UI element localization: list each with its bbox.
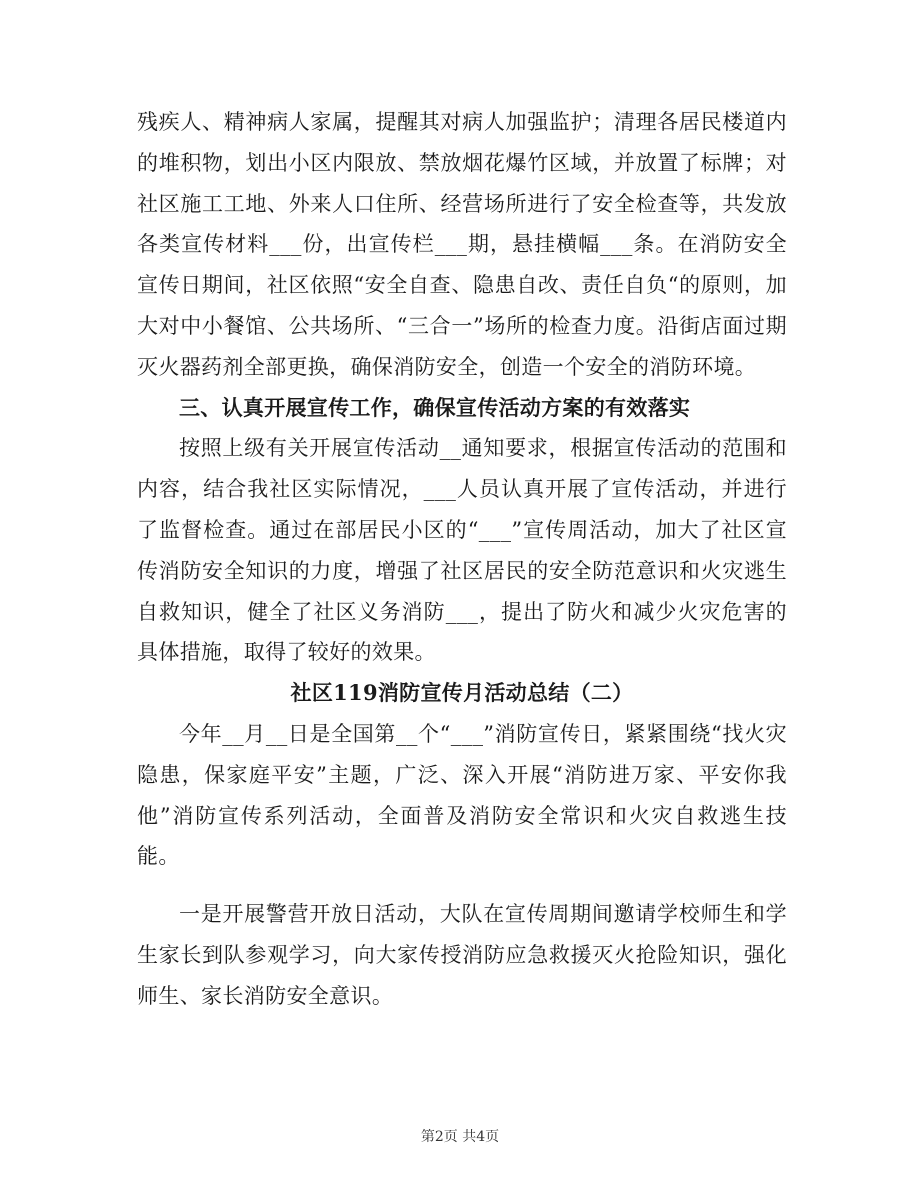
document-title: 社区119消防宣传月活动总结（二）	[290, 680, 634, 706]
document-body	[137, 102, 787, 1017]
body-paragraph: 今年__月__日是全国第__个“___”消防宣传日，紧紧围绕“找火灾隐患，保家庭平安”主题，广泛、深入开展“消防进万家、平安你我他”消防宣传系列活动，全面普及消防安全常识和火灾自救逃生技能。	[137, 721, 787, 869]
paragraph-spacer	[137, 877, 787, 894]
body-paragraph: 按照上级有关开展宣传活动__通知要求，根据宣传活动的范围和内容，结合我社区实际情况，___人员认真开展了宣传活动，并进行了监督检查。通过在部居民小区的“___”宣传周活动，加大了社区宣传消防安全知识的力度，增强了社区居民的安全防范意识和火灾逃生自救知识，健全了社区义务消防___，提出了防火和减少火灾危害的具体措施，取得了较好的效果。	[137, 436, 787, 665]
section-heading: 三、认真开展宣传工作，确保宣传活动方案的有效落实	[179, 394, 691, 420]
body-paragraph: 残疾人、精神病人家属，提醒其对病人加强监护；清理各居民楼道内的堆积物，划出小区内限放、禁放烟花爆竹区域，并放置了标牌；对社区施工工地、外来人口住所、经营场所进行了安全检查等，共发放各类宣传材料___份，出宣传栏___期，悬挂横幅___条。在消防安全宣传日期间，社区依照“安全自查、隐患自改、责任自负“的原则，加大对中小餐馆、公共场所、“三合一”场所的检查力度。沿街店面过期灭火器药剂全部更换，确保消防安全，创造一个安全的消防环境。	[137, 110, 787, 379]
body-paragraph: 一是开展警营开放日活动，大队在宣传周期间邀请学校师生和学生家长到队参观学习，向大家传授消防应急救援灭火抢险知识，强化师生、家长消防安全意识。	[137, 902, 787, 1008]
page-number-footer: 第2页 共4页	[420, 1129, 500, 1145]
